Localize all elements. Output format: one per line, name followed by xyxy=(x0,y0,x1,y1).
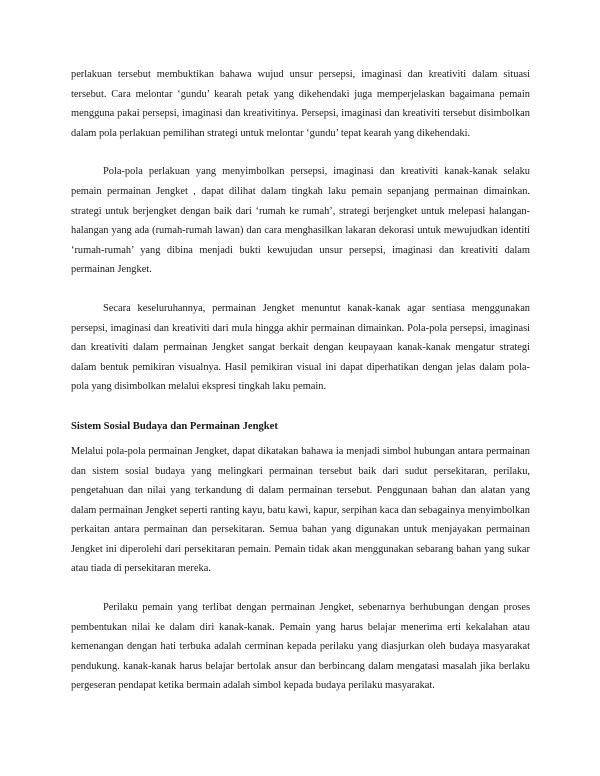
paragraph-5: Perilaku pemain yang terlibat dengan permainan Jengket, sebenarnya berhubungan dengan proses pembentukan nilai ke dalam diri kanak-kanak. Pemain yang harus belajar menerima erti kekalahan atau kemenangan dengan hati terbuka adalah cerminan kepada perilaku yang diasjurkan oleh budaya masyarakat pendukung. kanak-kanak harus belajar bertolak ansur dan berbincang dalam mengatasi masalah jika berlaku pergeseran pendapat ketika bermain adalah simbol kepada budaya perilaku masyarakat. xyxy=(71,602,530,692)
paragraph-4: Melalui pola-pola permainan Jengket, dapat dikatakan bahawa ia menjadi simbol hubungan antara permainan dan sistem sosial budaya yang melingkari permainan tersebut baik dari sudut persekitaran, perilaku, pengetahuan dan nilai yang terkandung di dalam permainan tersebut. Penggunaan bahan dan alatan yang dalam permainan Jengket seperti ranting kayu, batu kawi, kapur, serpihan kaca dan sebagainya menyimbolkan perkaitan antara permainan dan persekitaran. Semua bahan yang digunakan untuk menjayakan permainan Jengket ini diperolehi dari persekitaran pemain. Pemain tidak akan menggunakan sebarang bahan yang sukar atau tiada di persekitaran mereka. xyxy=(71,445,530,575)
section-heading: Sistem Sosial Budaya dan Permainan Jengket xyxy=(71,420,278,432)
paragraph-1: perlakuan tersebut membuktikan bahawa wujud unsur persepsi, imaginasi dan kreativiti dalam situasi tersebut. Cara melontar ‘gundu’ kearah petak yang dikehendaki juga memperjelaskan bagaimana pemain mengguna pakai persepsi, imaginasi dan kreativitinya. Persepsi, imaginasi dan kreativiti tersebut disimbolkan dalam pola perlakuan pemilihan strategi untuk melontar ‘gundu’ tepat kearah yang dikehendaki. xyxy=(71,69,530,139)
paragraph-2: Pola-pola perlakuan yang menyimbolkan persepsi, imaginasi dan kreativiti kanak-kanak selaku pemain permainan Jengket , dapat dilihat dalam tingkah laku pemain sepanjang permainan dimainkan. strategi untuk berjengket dengan baik dari ‘rumah ke rumah’, strategi berjengket untuk melepasi halangan-halangan yang ada (rumah-rumah lawan) dan cara menghasilkan lakaran dekorasi untuk mewujudkan identiti ‘rumah-rumah’ yang dibina menjadi bukti kewujudan unsur persepsi, imaginasi dan kreativiti dalam permainan Jengket. xyxy=(71,166,530,276)
paragraph-3: Secara keseluruhannya, permainan Jengket menuntut kanak-kanak agar sentiasa menggunakan persepsi, imaginasi dan kreativiti dari mula hingga akhir permainan dimainkan. Pola-pola persepsi, imaginasi dan kreativiti dalam permainan Jengket sangat berkait dengan keupayaan kanak-kanak mengatur strategi dalam bentuk pemikiran visualnya. Hasil pemikiran visual ini dapat diperhatikan dengan jelas dalam pola-pola yang disimbolkan melalui ekspresi tingkah laku pemain. xyxy=(71,302,530,393)
